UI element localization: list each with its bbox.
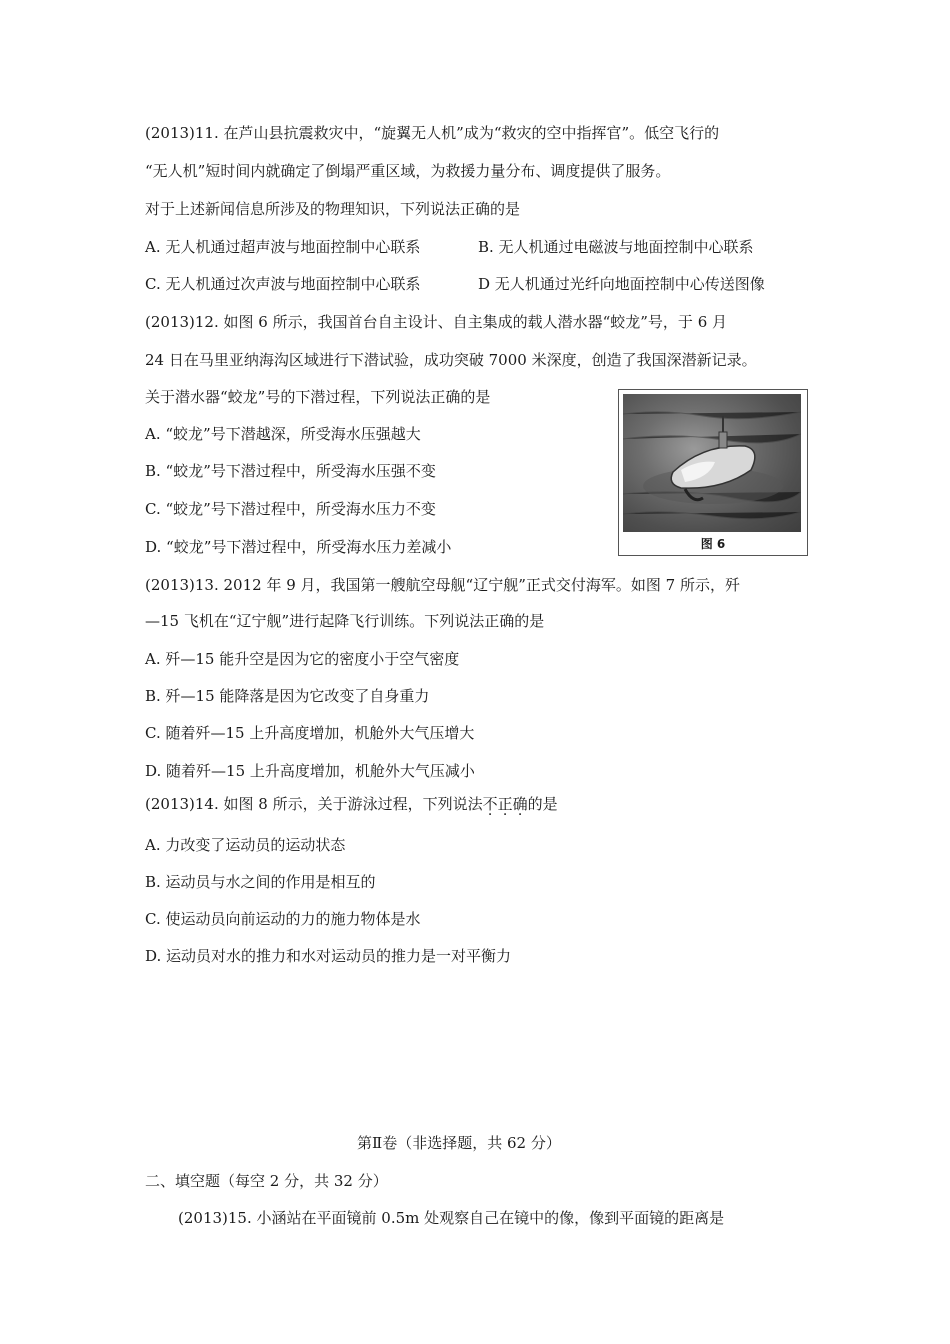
- q11-line-3: 对于上述新闻信息所涉及的物理知识，下列说法正确的是: [145, 200, 521, 218]
- submersible-photo: [623, 394, 801, 532]
- figure-6-caption: 图 6: [700, 537, 726, 551]
- submersible-image: [623, 394, 801, 532]
- q14-line-1-suffix: 的是: [527, 795, 558, 813]
- q12-line-1: (2013)12. 如图 6 所示，我国首台自主设计、自主集成的载人潜水器“蛟龙”号，于 6 月: [145, 313, 728, 331]
- q12-option-a: A. “蛟龙”号下潜越深，所受海水压强越大: [145, 425, 421, 443]
- q13-line-2: —15 飞机在“辽宁舰”进行起降飞行训练。下列说法正确的是: [145, 612, 545, 630]
- emphasis-char-3: 确: [512, 795, 528, 813]
- q11-option-b: B. 无人机通过电磁波与地面控制中心联系: [478, 238, 754, 256]
- q14-line-1: [145, 794, 558, 814]
- q13-line-1: (2013)13. 2012 年 9 月，我国第一艘航空母舰“辽宁舰”正式交付海军。如图 7 所示，歼: [145, 576, 740, 594]
- q13-option-c: C. 随着歼—15 上升高度增加，机舱外大气压增大: [145, 724, 475, 742]
- q12-option-c: C. “蛟龙”号下潜过程中，所受海水压力不变: [145, 500, 436, 518]
- emphasis-char-2: 正: [497, 795, 513, 813]
- q12-line-3: 关于潜水器“蛟龙”号的下潜过程，下列说法正确的是: [145, 388, 491, 406]
- q15-line-1: (2013)15. 小涵站在平面镜前 0.5m 处观察自己在镜中的像，像到平面镜的距离是: [178, 1209, 725, 1227]
- q14-option-b: B. 运动员与水之间的作用是相互的: [145, 873, 376, 891]
- q11-line-2: “无人机”短时间内就确定了倒塌严重区域，为救援力量分布、调度提供了服务。: [145, 162, 671, 180]
- section-2-heading: 二、填空题（每空 2 分，共 32 分）: [145, 1172, 388, 1190]
- q11-line-1: (2013)11. 在芦山县抗震救灾中，“旋翼无人机”成为“救灾的空中指挥官”。低空飞行的: [145, 124, 720, 142]
- q12-line-2: 24 日在马里亚纳海沟区域进行下潜试验，成功突破 7000 米深度，创造了我国深潜新记录。: [145, 351, 757, 369]
- q13-option-a: A. 歼—15 能升空是因为它的密度小于空气密度: [145, 650, 460, 668]
- emphasis-char-1: 不: [482, 795, 498, 813]
- q11-option-a: A. 无人机通过超声波与地面控制中心联系: [145, 238, 421, 256]
- q14-option-a: A. 力改变了运动员的运动状态: [145, 836, 346, 854]
- q11-option-d: D 无人机通过光纤向地面控制中心传送图像: [478, 275, 765, 293]
- q14-option-c: C. 使运动员向前运动的力的施力物体是水: [145, 910, 421, 928]
- q14-option-d: D. 运动员对水的推力和水对运动员的推力是一对平衡力: [145, 947, 512, 965]
- q12-option-d: D. “蛟龙”号下潜过程中，所受海水压力差减小: [145, 538, 452, 556]
- q14-line-1-prefix: (2013)14. 如图 8 所示，关于游泳过程，下列说法: [145, 795, 483, 813]
- figure-6: [618, 389, 808, 556]
- q11-option-c: C. 无人机通过次声波与地面控制中心联系: [145, 275, 421, 293]
- q13-option-d: D. 随着歼—15 上升高度增加，机舱外大气压减小: [145, 762, 475, 780]
- q13-option-b: B. 歼—15 能降落是因为它改变了自身重力: [145, 687, 430, 705]
- part-2-title: 第Ⅱ卷（非选择题，共 62 分）: [357, 1134, 561, 1152]
- q12-option-b: B. “蛟龙”号下潜过程中，所受海水压强不变: [145, 462, 436, 480]
